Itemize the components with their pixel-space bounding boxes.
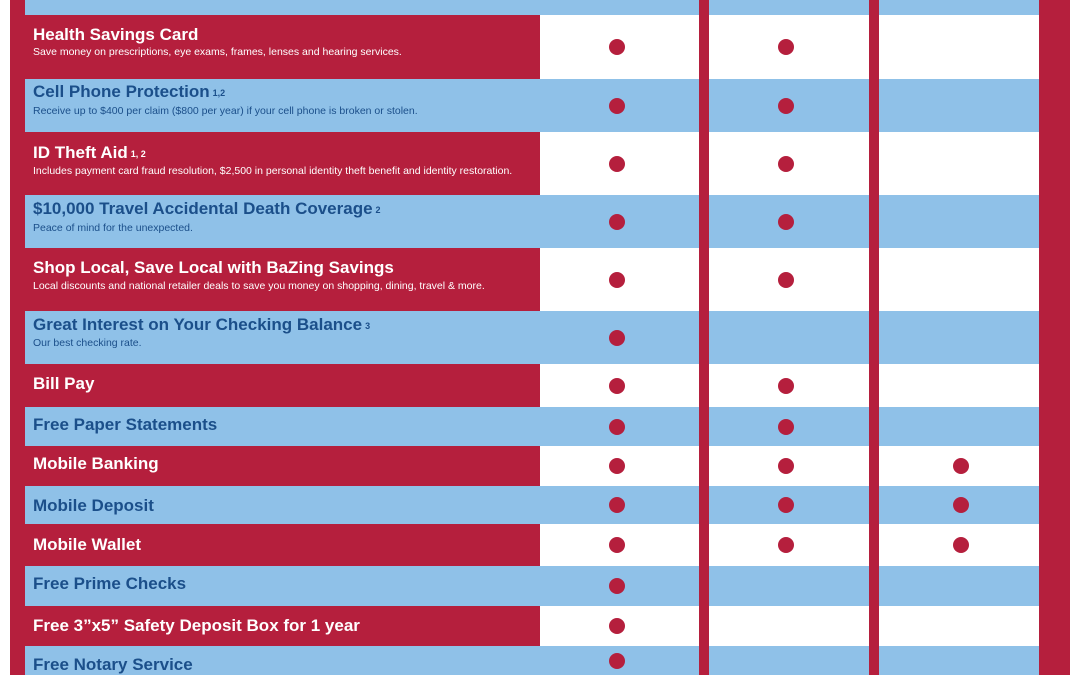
included-dot-icon (778, 537, 794, 553)
plan-cell-3 (879, 566, 1039, 606)
plan-cell-2 (709, 566, 869, 606)
plan-cell-1 (540, 0, 699, 15)
benefit-title-text: Great Interest on Your Checking Balance (33, 315, 363, 334)
plan-cell-3 (879, 15, 1039, 79)
included-dot-icon (778, 39, 794, 55)
benefit-label-cell (25, 132, 540, 195)
benefit-title (33, 199, 381, 219)
included-dot-icon (609, 618, 625, 634)
plan-cell-2 (709, 0, 869, 15)
benefit-title (33, 143, 146, 163)
included-dot-icon (778, 419, 794, 435)
footnote-reference: 3 (365, 321, 371, 331)
table-row (0, 248, 1080, 311)
benefit-title-text: Free Prime Checks (33, 574, 187, 593)
included-dot-icon (778, 98, 794, 114)
benefit-title-text: Mobile Banking (33, 454, 159, 473)
benefit-title-text: Free 3”x5” Safety Deposit Box for 1 year (33, 616, 360, 635)
benefit-title-text: Free Paper Statements (33, 415, 218, 434)
benefit-description: Save money on prescriptions, eye exams, frames, lenses and hearing services. (33, 46, 402, 58)
benefit-title-text: Free Notary Service (33, 655, 193, 674)
included-dot-icon (609, 458, 625, 474)
table-row (0, 566, 1080, 606)
benefit-label-cell (25, 524, 540, 566)
table-row (0, 0, 1080, 15)
benefit-description: Includes payment card fraud resolution, $2,500 in personal identity theft benefit and identity restoration. (33, 165, 513, 177)
table-row (0, 646, 1080, 675)
included-dot-icon (778, 378, 794, 394)
benefit-title (33, 82, 225, 102)
benefit-description: Peace of mind for the unexpected. (33, 222, 193, 234)
benefit-description: Receive up to $400 per claim ($800 per year) if your cell phone is broken or stolen. (33, 105, 418, 117)
plan-cell-2 (709, 311, 869, 364)
benefit-title (33, 655, 193, 675)
benefit-title-text: Mobile Deposit (33, 496, 154, 515)
included-dot-icon (778, 156, 794, 172)
included-dot-icon (609, 497, 625, 513)
benefit-title-text: Health Savings Card (33, 25, 199, 44)
benefit-title-text: Mobile Wallet (33, 535, 141, 554)
plan-cell-3 (879, 646, 1039, 675)
footnote-reference: 1, 2 (130, 149, 146, 159)
benefit-title-text: ID Theft Aid (33, 143, 128, 162)
benefit-description: Our best checking rate. (33, 337, 142, 349)
included-dot-icon (953, 497, 969, 513)
included-dot-icon (609, 537, 625, 553)
benefit-label-cell (25, 195, 540, 248)
table-row (0, 132, 1080, 195)
benefit-title-text: Shop Local, Save Local with BaZing Savings (33, 258, 394, 277)
benefit-title (33, 616, 360, 636)
benefit-label-cell (25, 364, 540, 407)
plan-cell-3 (879, 248, 1039, 311)
benefit-label-cell (25, 311, 540, 364)
plan-cell-3 (879, 132, 1039, 195)
benefit-title (33, 415, 217, 435)
table-row (0, 195, 1080, 248)
footnote-reference: 1,2 (212, 88, 226, 98)
included-dot-icon (609, 98, 625, 114)
table-row (0, 524, 1080, 566)
table-row (0, 364, 1080, 407)
included-dot-icon (609, 214, 625, 230)
benefit-title-text: Bill Pay (33, 374, 95, 393)
plan-cell-3 (879, 79, 1039, 132)
plan-cell-3 (879, 606, 1039, 646)
plan-cell-2 (709, 646, 869, 675)
included-dot-icon (609, 378, 625, 394)
benefit-label-cell (25, 646, 540, 675)
benefit-description: Local discounts and national retailer deals to save you money on shopping, dining, travel & more. (33, 280, 485, 292)
included-dot-icon (609, 272, 625, 288)
included-dot-icon (778, 497, 794, 513)
benefit-title-text: Cell Phone Protection (33, 82, 210, 101)
table-row (0, 407, 1080, 446)
included-dot-icon (609, 419, 625, 435)
included-dot-icon (609, 578, 625, 594)
benefit-title (33, 535, 141, 555)
included-dot-icon (609, 653, 625, 669)
included-dot-icon (778, 272, 794, 288)
benefit-title (33, 258, 394, 278)
table-row (0, 606, 1080, 646)
included-dot-icon (609, 330, 625, 346)
benefit-label-cell (25, 446, 540, 486)
benefit-label-cell (25, 606, 540, 646)
table-row (0, 15, 1080, 79)
benefit-title (33, 454, 159, 474)
benefit-label-cell (25, 79, 540, 132)
plan-cell-3 (879, 364, 1039, 407)
table-row (0, 311, 1080, 364)
benefit-label-cell (25, 566, 540, 606)
benefit-title (33, 374, 94, 394)
included-dot-icon (609, 156, 625, 172)
plan-cell-2 (709, 606, 869, 646)
included-dot-icon (778, 214, 794, 230)
table-row (0, 446, 1080, 486)
included-dot-icon (609, 39, 625, 55)
benefit-title (33, 25, 198, 45)
benefit-title (33, 496, 154, 516)
benefit-title (33, 574, 186, 594)
benefit-label-cell (25, 248, 540, 311)
benefit-label-cell (25, 486, 540, 524)
benefit-title-text: $10,000 Travel Accidental Death Coverage (33, 199, 373, 218)
benefit-label-cell (25, 0, 540, 15)
plan-cell-3 (879, 407, 1039, 446)
included-dot-icon (778, 458, 794, 474)
plan-cell-3 (879, 311, 1039, 364)
included-dot-icon (953, 537, 969, 553)
included-dot-icon (953, 458, 969, 474)
benefit-title (33, 315, 370, 335)
table-row (0, 486, 1080, 524)
benefit-label-cell (25, 407, 540, 446)
plan-cell-3 (879, 0, 1039, 15)
footnote-reference: 2 (375, 205, 381, 215)
plan-cell-3 (879, 195, 1039, 248)
benefit-label-cell (25, 15, 540, 79)
table-row (0, 79, 1080, 132)
